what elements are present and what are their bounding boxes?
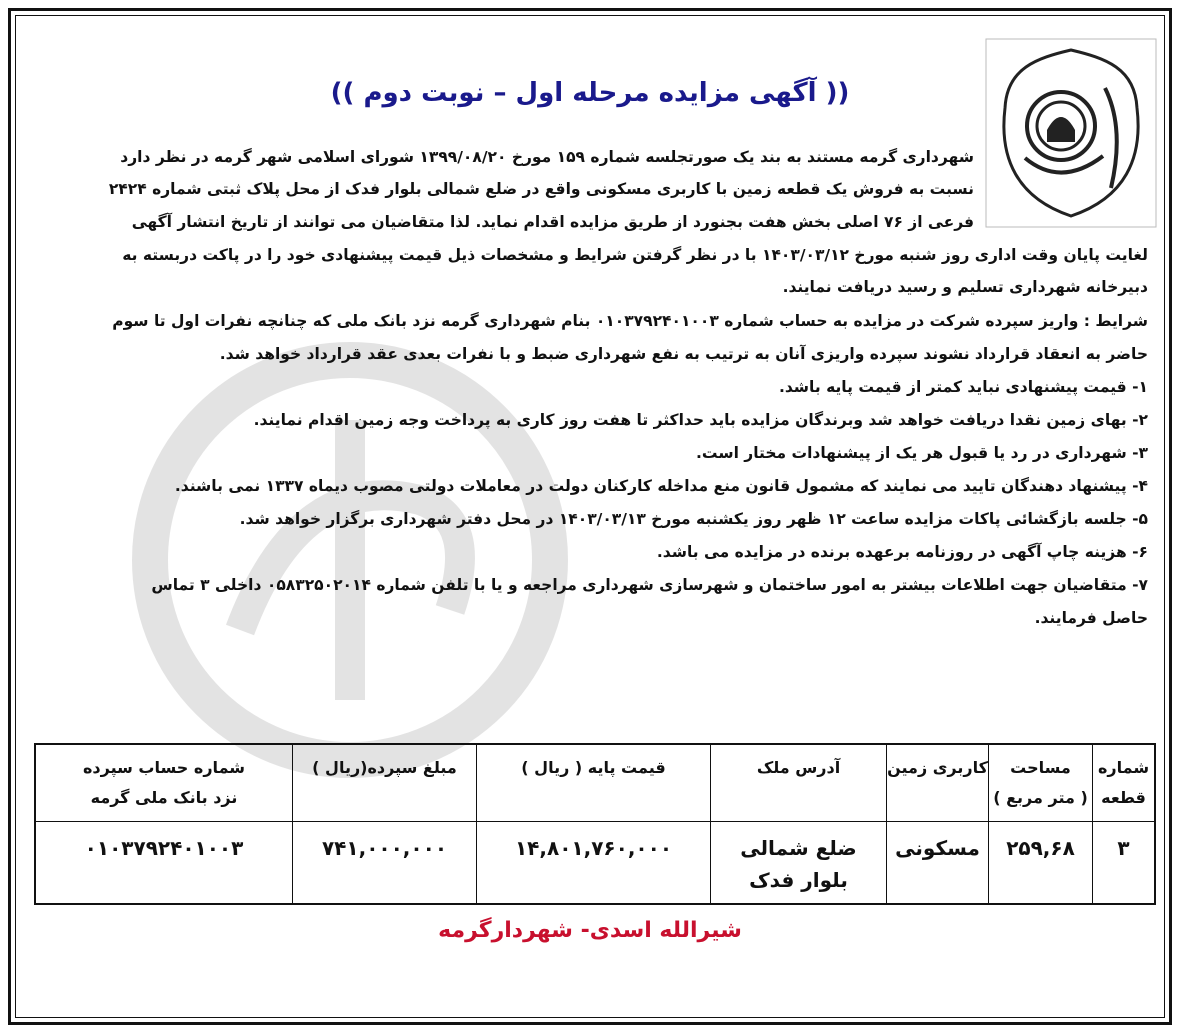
table-header-cell: قیمت پایه ( ریال ): [476, 745, 710, 822]
intro-line: لغایت پایان وقت اداری روز شنبه مورخ ۱۴۰۳/۰۳/۱۲ با در نظر گرفتن شرایط و مشخصات ذیل قیمت پیشنهادی خود را در پاکت دربسته به: [122, 246, 1148, 264]
signature: شیرالله اسدی- شهردارگرمه: [438, 918, 742, 943]
condition-item: ۶- هزینه چاپ آگهی در روزنامه برعهده برنده در مزایده می باشد.: [656, 543, 1148, 561]
conditions-line: شرایط : واریز سپرده شرکت در مزایده به حساب شماره ۰۱۰۳۷۹۲۴۰۱۰۰۳ بنام شهرداری گرمه نزد بانک ملی که چنانچه نفرات اول تا سوم: [112, 312, 1148, 330]
table-header-cell: شماره حساب سپرده نزد بانک ملی گرمه: [36, 745, 292, 822]
condition-item: ۷- متقاضیان جهت اطلاعات بیشتر به امور ساختمان و شهرسازی شهرداری مراجعه و یا با تلفن شماره ۰۵۸۳۲۵۰۲۰۱۴ داخلی ۳ تماس: [151, 576, 1148, 594]
condition-item: ۲- بهای زمین نقدا دریافت خواهد شد وبرندگان مزایده باید حداکثر تا هفت روز کاری به پرداخت وجه زمین اقدام نمایند.: [253, 411, 1148, 429]
municipality-logo-icon: [985, 38, 1157, 228]
table-header-cell: کاربری زمین: [886, 745, 988, 822]
intro-line: دبیرخانه شهرداری تسلیم و رسید دریافت نمایند.: [782, 278, 1148, 296]
intro-line: فرعی از ۷۶ اصلی بخش هفت بجنورد از طریق مزایده اقدام نماید. لذا متقاضیان می توانند از تاریخ انتشار آگهی: [131, 213, 974, 231]
intro-line: شهرداری گرمه مستند به بند یک صورتجلسه شماره ۱۵۹ مورخ ۱۳۹۹/۰۸/۲۰ شورای اسلامی شهر گرمه در نظر دارد: [120, 148, 974, 166]
table-row-cell: ۲۵۹,۶۸: [988, 822, 1092, 903]
conditions-line: حاضر به انعقاد قرارداد نشوند سپرده واریزی آنان به ترتیب به نفع شهرداری ضبط و با نفرات بعدی عقد قرارداد خواهد شد.: [219, 345, 1148, 363]
condition-item: ۳- شهرداری در رد یا قبول هر یک از پیشنهادات مختار است.: [696, 444, 1148, 462]
condition-item: حاصل فرمایند.: [1034, 609, 1148, 627]
table-header-cell: شماره قطعه: [1092, 745, 1154, 822]
table-header-cell: مساحت ( متر مربع ): [988, 745, 1092, 822]
condition-item: ۴- پیشنهاد دهندگان تایید می نمایند که مشمول قانون منع مداخله کارکنان دولت در معاملات دولتی مصوب دیماه ۱۳۳۷ نمی باشند.: [174, 477, 1148, 495]
notice-title: (( آگهی مزایده مرحله اول – نوبت دوم )): [330, 78, 850, 108]
auction-table: [34, 743, 1156, 905]
table-row-cell: مسکونی: [886, 822, 988, 903]
condition-item: ۱- قیمت پیشنهادی نباید کمتر از قیمت پایه باشد.: [778, 378, 1148, 396]
intro-line: نسبت به فروش یک قطعه زمین با کاربری مسکونی واقع در ضلع شمالی بلوار فدک از محل پلاک ثبتی شماره ۲۴۲۴: [108, 180, 974, 198]
table-row-cell: ۱۴,۸۰۱,۷۶۰,۰۰۰: [476, 822, 710, 903]
table-row-cell: ۳: [1092, 822, 1154, 903]
table-header-cell: آدرس ملک: [710, 745, 886, 822]
table-row-cell: ۷۴۱,۰۰۰,۰۰۰: [292, 822, 476, 903]
condition-item: ۵- جلسه بازگشائی پاکات مزایده ساعت ۱۲ ظهر روز یکشنبه مورخ ۱۴۰۳/۰۳/۱۳ در محل دفتر شهرداری برگزار خواهد شد.: [239, 510, 1148, 528]
table-row-cell: ۰۱۰۳۷۹۲۴۰۱۰۰۳: [84, 836, 244, 860]
table-header-cell: مبلغ سپرده(ریال ): [292, 745, 476, 822]
table-row-cell: ضلع شمالی بلوار فدک: [710, 822, 886, 903]
